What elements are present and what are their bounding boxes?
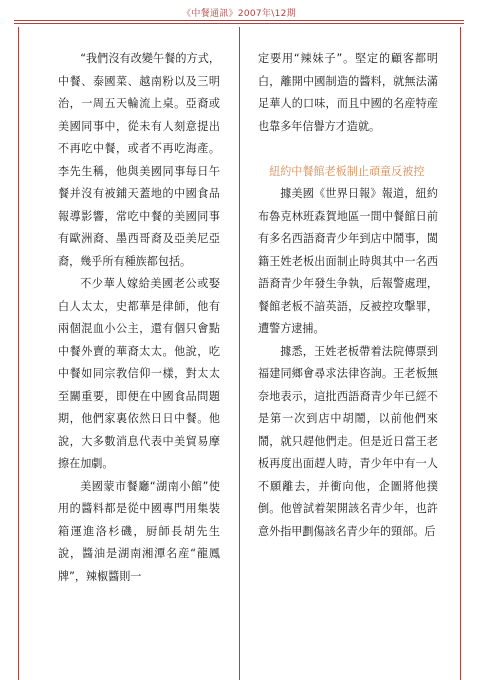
column-divider-line [239, 27, 240, 680]
paragraph: 不少華人嫁給美國老公或娶白人太太，史都華是律師，他有兩個混血小公主，還有個只會點中餐外賣的華裔太太。他說，吃中餐如同宗教信仰一樣，對太太至關重要，即便在中國食品問題期，他們家裏依然日日中餐。他說，大多數消息代表中美貿易摩擦在加劇。 [58, 277, 220, 470]
paragraph: “我們沒有改變午餐的方式，中餐、泰國菜、越南粉以及三明治，一周五天輪流上桌。亞裔或美國同事中，從未有人刻意提出不再吃中餐，或者不再吃海產。李先生稱，他與美國同事每日午餐并沒有被鋪天蓋地的中國食品報導影響，常吃中餐的美國同事有歐洲裔、墨西哥裔及亞美尼亞裔，幾乎所有種族都包括。 [58, 52, 220, 268]
paragraph: 據美國《世界日報》報道，紐約布魯克林班森賀地區一間中餐館日前有多名西語裔青少年到店中鬧事，閩籍王姓老板出面制止時與其中一名西語裔青少年發生争執，后報警處理，餐館老板不諳英語，反被控攻擊罪，遭警方逮捕。 [258, 187, 438, 335]
left-column [58, 48, 220, 588]
left-border-line [18, 27, 19, 680]
paragraph-continued: 定要用“辣妹子”。堅定的顧客都明白，離開中國制造的醬料，就無法滿足華人的口味，而且中國的名産特産也靠多年信譽方才造就。 [258, 52, 438, 133]
paragraph: 美國蒙市餐廳“湖南小館”使用的醬料都是從中國專門用集裝箱運進洛杉磯，厨師長胡先生說，醬油是湖南湘潭名産“龍鳳牌”，辣椒醬則一 [58, 479, 220, 583]
header-rule-thin [14, 23, 464, 24]
newsletter-header [0, 0, 478, 26]
right-column [258, 48, 438, 543]
header-rule-thick [14, 20, 464, 21]
right-border-line [460, 27, 461, 680]
article-heading: 紐約中餐館老板制止頑童反被控 [269, 164, 425, 178]
paragraph: 據悉，王姓老板帶着法院傳票到福建同鄉會尋求法律咨詢。王老板無奈地表示，這批西語裔青少年已經不是第一次到店中胡鬧，以前他們來鬧，就只趕他們走。但是近日當王老板再度出面趕人時，青少年中有一人不願離去，并衝向他，企圖將他撲倒。他曾試着架開該名青少年，也許意外指甲劃傷該名青少年的頸部。后 [258, 344, 438, 538]
newsletter-title: 《中餐通訊》2007年\12期 [182, 9, 296, 19]
section-spacer [258, 138, 438, 161]
